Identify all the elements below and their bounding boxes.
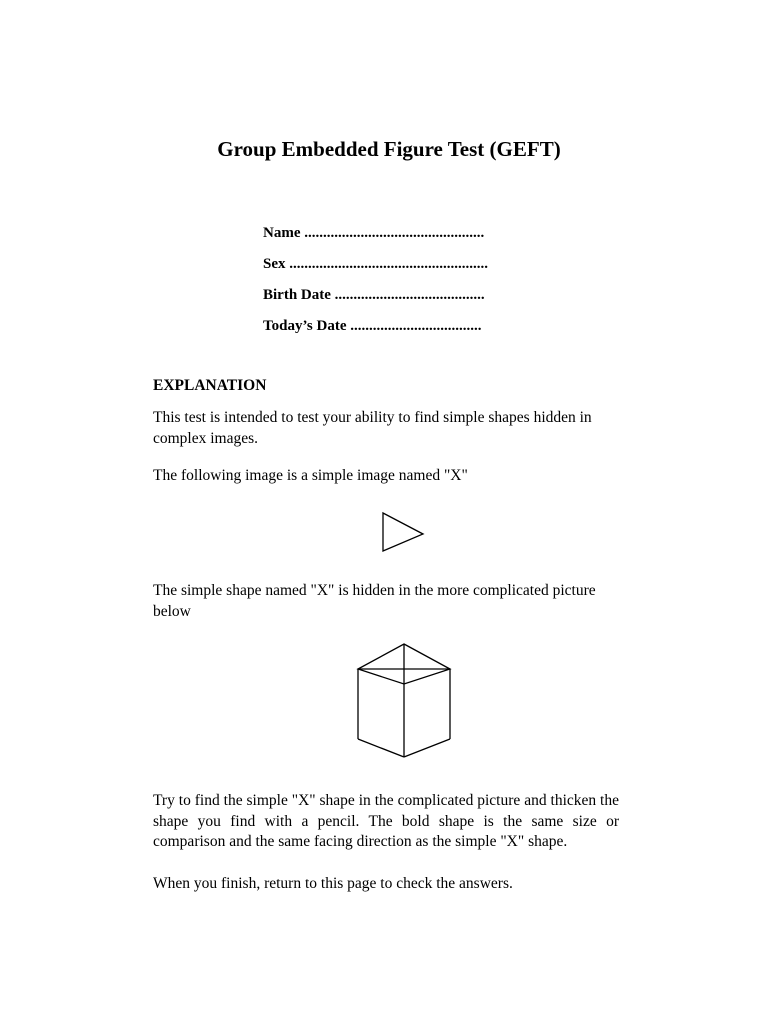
instructions-paragraph: Try to find the simple "X" shape in the complicated picture and thicken the shape you find with a pencil. The bold shape is the same size or comparison and the same facing direction as the simple "X" shape. bbox=[153, 792, 619, 850]
hidden-shape-paragraph: The simple shape named "X" is hidden in the more complicated picture below bbox=[153, 582, 596, 620]
intro-paragraph: This test is intended to test your ability to find simple shapes hidden in complex images. bbox=[153, 409, 592, 447]
sex-label: Sex bbox=[263, 256, 286, 272]
sex-blank[interactable]: ..................................................... bbox=[289, 256, 488, 272]
todays-date-label: Today’s Date bbox=[263, 318, 347, 334]
birth-date-blank[interactable]: ........................................ bbox=[334, 287, 485, 303]
todays-date-field[interactable] bbox=[263, 318, 481, 335]
name-blank[interactable]: ................................................ bbox=[304, 225, 485, 241]
complex-cube-figure bbox=[352, 640, 456, 764]
name-field[interactable] bbox=[263, 225, 484, 242]
simple-shape-x-figure bbox=[380, 511, 428, 555]
finish-paragraph: When you finish, return to this page to check the answers. bbox=[153, 875, 513, 892]
sex-field[interactable] bbox=[263, 256, 488, 273]
todays-date-blank[interactable]: ................................... bbox=[350, 318, 482, 334]
triangle-shape bbox=[380, 511, 428, 555]
page-title: Group Embedded Figure Test (GEFT) bbox=[217, 137, 561, 161]
simple-shape-caption: The following image is a simple image named "X" bbox=[153, 467, 468, 484]
birth-date-label: Birth Date bbox=[263, 287, 331, 303]
explanation-heading: EXPLANATION bbox=[153, 377, 267, 394]
name-label: Name bbox=[263, 225, 301, 241]
birth-date-field[interactable] bbox=[263, 287, 485, 304]
cube-drawing[interactable] bbox=[352, 640, 456, 764]
